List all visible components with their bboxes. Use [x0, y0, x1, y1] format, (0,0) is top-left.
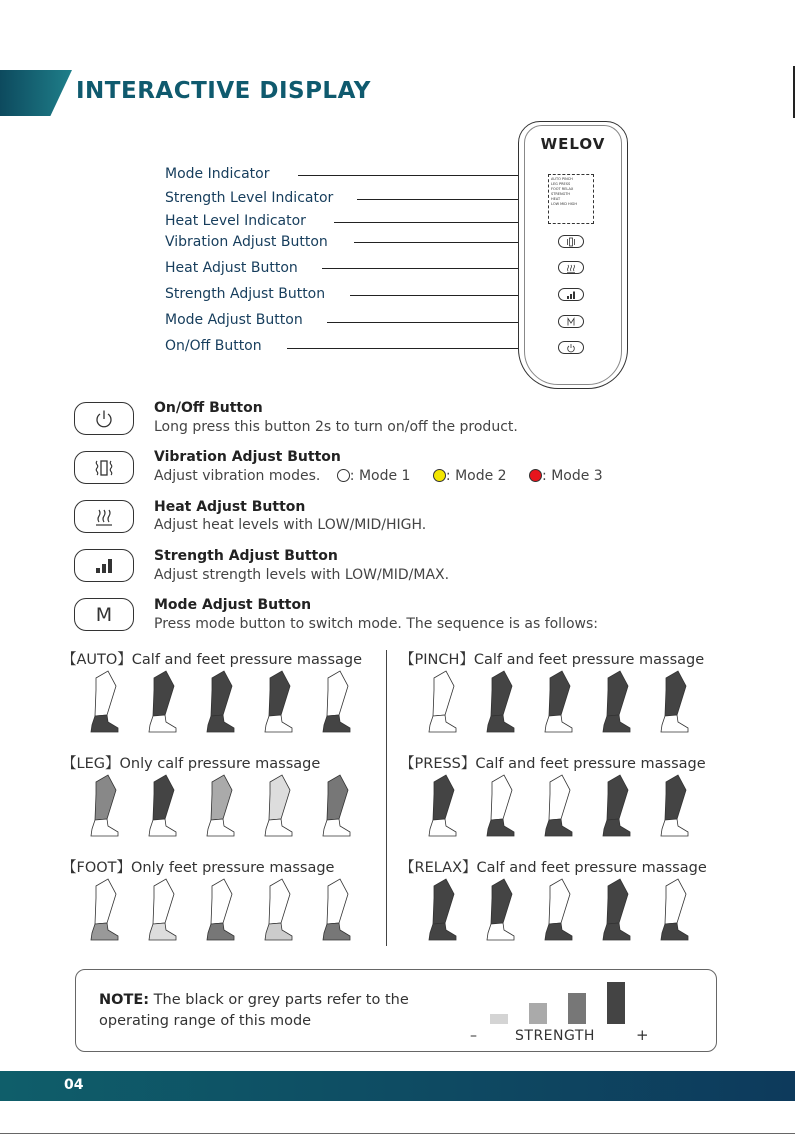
- leg-icon: [413, 878, 471, 946]
- vibration-icon: [566, 237, 576, 247]
- mode-leg-legs: [75, 774, 365, 842]
- leg-icon: [645, 670, 703, 738]
- calf-segment: [665, 671, 686, 716]
- foot-segment: [91, 819, 118, 836]
- mode-relax-legs: [413, 878, 703, 946]
- foot-segment: [603, 923, 630, 940]
- foot-segment: [545, 819, 572, 836]
- mode-auto-heading: 【AUTO】Calf and feet pressure massage: [62, 652, 363, 668]
- leg-icon: [307, 774, 365, 842]
- foot-segment: [265, 923, 292, 940]
- heat-icon: [93, 506, 115, 528]
- calf-segment: [269, 671, 290, 716]
- mode-pinch-heading: 【PINCH】Calf and feet pressure massage: [400, 652, 705, 668]
- vibration-desc: [154, 468, 603, 484]
- lcd-line: STRENGTH: [551, 192, 570, 196]
- title-accent-bar: [0, 70, 72, 116]
- foot-segment: [149, 819, 176, 836]
- callout-mode-indicator: Mode Indicator: [165, 166, 270, 182]
- calf-segment: [549, 671, 570, 716]
- heat-title: Heat Adjust Button: [154, 499, 306, 515]
- mode-leg-heading: 【LEG】Only calf pressure massage: [62, 756, 321, 772]
- calf-segment: [153, 671, 174, 716]
- bottom-rule: [0, 1133, 795, 1134]
- vibration-icon: [93, 457, 115, 479]
- calf-segment: [153, 879, 174, 924]
- leg-icon: [645, 774, 703, 842]
- leg-icon: [75, 878, 133, 946]
- leg-icon: [645, 878, 703, 946]
- leg-icon: [529, 878, 587, 946]
- leg-icon: [307, 670, 365, 738]
- calf-segment: [491, 775, 512, 820]
- leg-icon: [413, 670, 471, 738]
- mode-pinch-legs: [413, 670, 703, 738]
- lcd-display: [548, 174, 594, 224]
- leg-icon: [191, 774, 249, 842]
- strength-button-illustration: [74, 549, 134, 582]
- foot-segment: [487, 715, 514, 732]
- strength-label: STRENGTH: [515, 1028, 595, 1044]
- calf-segment: [549, 775, 570, 820]
- leg-icon: [307, 878, 365, 946]
- foot-segment: [149, 923, 176, 940]
- calf-segment: [95, 775, 116, 820]
- note-body: The black or grey parts refer to the operating range of this mode: [99, 992, 409, 1029]
- calf-segment: [491, 671, 512, 716]
- leg-icon: [133, 670, 191, 738]
- remote-heat-button[interactable]: [558, 261, 584, 274]
- foot-segment: [265, 819, 292, 836]
- foot-segment: [661, 923, 688, 940]
- strength-title: Strength Adjust Button: [154, 548, 338, 564]
- mode-press-legs: [413, 774, 703, 842]
- lcd-line: FOOT RELAX: [551, 187, 574, 191]
- strength-bars: [490, 980, 640, 1024]
- leader-line: [298, 175, 550, 176]
- strength-minus: –: [470, 1028, 477, 1044]
- note-label: NOTE:: [99, 992, 150, 1008]
- foot-segment: [323, 923, 350, 940]
- calf-segment: [607, 879, 628, 924]
- callout-vibration-adjust-button: Vibration Adjust Button: [165, 234, 328, 250]
- mode-letter: M: [95, 603, 113, 626]
- foot-segment: [323, 715, 350, 732]
- mode-title: Mode Adjust Button: [154, 597, 312, 613]
- mode-foot-legs: [75, 878, 365, 946]
- remote-vibration-button[interactable]: [558, 235, 584, 248]
- calf-segment: [153, 775, 174, 820]
- calf-segment: [211, 775, 232, 820]
- mode-foot-heading: 【FOOT】Only feet pressure massage: [62, 860, 335, 876]
- callout-heat-adjust-button: Heat Adjust Button: [165, 260, 298, 276]
- mode-desc: Press mode button to switch mode. The sequence is as follows:: [154, 616, 598, 632]
- foot-segment: [661, 715, 688, 732]
- calf-segment: [327, 879, 348, 924]
- foot-segment: [265, 715, 292, 732]
- foot-segment: [429, 923, 456, 940]
- leg-icon: [75, 670, 133, 738]
- leg-icon: [471, 878, 529, 946]
- column-divider: [386, 650, 387, 946]
- leg-icon: [75, 774, 133, 842]
- leg-icon: [587, 670, 645, 738]
- calf-segment: [269, 879, 290, 924]
- leg-icon: [471, 774, 529, 842]
- mode1-dot: [337, 469, 350, 482]
- calf-segment: [269, 775, 290, 820]
- foot-segment: [207, 819, 234, 836]
- strength-bar: [568, 993, 586, 1025]
- vibration-title: Vibration Adjust Button: [154, 449, 341, 465]
- leg-icon: [471, 670, 529, 738]
- power-icon: [93, 408, 115, 430]
- calf-segment: [433, 671, 454, 716]
- remote-power-button[interactable]: [558, 341, 584, 354]
- leg-icon: [133, 774, 191, 842]
- mode-relax-heading: 【RELAX】Calf and feet pressure massage: [400, 860, 707, 876]
- mode2-dot: [433, 469, 446, 482]
- calf-segment: [327, 671, 348, 716]
- calf-segment: [433, 775, 454, 820]
- lcd-line: AUTO PINCH: [551, 177, 573, 181]
- leg-icon: [249, 878, 307, 946]
- leg-icon: [587, 878, 645, 946]
- calf-segment: [607, 671, 628, 716]
- leg-icon: [191, 878, 249, 946]
- strength-desc: Adjust strength levels with LOW/MID/MAX.: [154, 567, 450, 583]
- remote-mode-button[interactable]: [558, 315, 584, 328]
- foot-segment: [207, 923, 234, 940]
- strength-bar: [490, 1014, 508, 1025]
- foot-segment: [661, 819, 688, 836]
- foot-segment: [429, 715, 456, 732]
- heat-button-illustration: [74, 500, 134, 533]
- leg-icon: [191, 670, 249, 738]
- foot-segment: [429, 819, 456, 836]
- foot-segment: [487, 819, 514, 836]
- calf-segment: [665, 879, 686, 924]
- foot-segment: [91, 923, 118, 940]
- calf-segment: [665, 775, 686, 820]
- foot-segment: [603, 715, 630, 732]
- brand-logo: WELOV: [540, 135, 606, 153]
- lcd-line: HEAT: [551, 197, 561, 201]
- calf-segment: [327, 775, 348, 820]
- note-text: [99, 990, 429, 1032]
- remote-strength-button[interactable]: [558, 288, 584, 301]
- foot-segment: [487, 923, 514, 940]
- mode-icon: [566, 317, 576, 327]
- callout-strength-adjust-button: Strength Adjust Button: [165, 286, 326, 302]
- callout-onoff-button: On/Off Button: [165, 338, 262, 354]
- leg-icon: [133, 878, 191, 946]
- calf-segment: [95, 879, 116, 924]
- onoff-desc: Long press this button 2s to turn on/off the product.: [154, 419, 518, 435]
- leg-icon: [249, 670, 307, 738]
- mode-button-illustration: [74, 598, 134, 631]
- foot-segment: [323, 819, 350, 836]
- strength-bar: [529, 1003, 547, 1024]
- calf-segment: [95, 671, 116, 716]
- callout-heat-level-indicator: Heat Level Indicator: [165, 213, 306, 229]
- footer-bar: [0, 1071, 795, 1101]
- strength-bar: [607, 982, 625, 1024]
- heat-desc: Adjust heat levels with LOW/MID/HIGH.: [154, 517, 427, 533]
- strength-plus: +: [636, 1026, 649, 1044]
- mode2-label: : Mode 2: [445, 468, 507, 484]
- strength-icon: [566, 290, 576, 300]
- leg-icon: [529, 774, 587, 842]
- foot-segment: [545, 715, 572, 732]
- leg-icon: [587, 774, 645, 842]
- foot-segment: [91, 715, 118, 732]
- heat-icon: [566, 263, 576, 273]
- leg-icon: [249, 774, 307, 842]
- calf-segment: [491, 879, 512, 924]
- leg-icon: [413, 774, 471, 842]
- foot-segment: [149, 715, 176, 732]
- mode-auto-legs: [75, 670, 365, 738]
- calf-segment: [607, 775, 628, 820]
- vibration-button-illustration: [74, 451, 134, 484]
- power-icon: [566, 343, 576, 353]
- page-number: 04: [64, 1077, 84, 1093]
- leg-icon: [529, 670, 587, 738]
- calf-segment: [549, 879, 570, 924]
- onoff-title: On/Off Button: [154, 400, 263, 416]
- calf-segment: [433, 879, 454, 924]
- onoff-button-illustration: [74, 402, 134, 435]
- mode1-label: : Mode 1: [349, 468, 411, 484]
- lcd-line: LOW MID HIGH: [551, 202, 578, 206]
- mode3-label: : Mode 3: [542, 468, 603, 484]
- lcd-line: LEG PRESS: [551, 182, 571, 186]
- mode-press-heading: 【PRESS】Calf and feet pressure massage: [400, 756, 706, 772]
- mode3-dot: [529, 469, 542, 482]
- page-title: INTERACTIVE DISPLAY: [76, 78, 371, 104]
- callout-strength-level-indicator: Strength Level Indicator: [165, 190, 334, 206]
- callout-mode-adjust-button: Mode Adjust Button: [165, 312, 303, 328]
- foot-segment: [603, 819, 630, 836]
- strength-icon: [93, 555, 115, 577]
- foot-segment: [545, 923, 572, 940]
- calf-segment: [211, 879, 232, 924]
- foot-segment: [207, 715, 234, 732]
- vibration-desc-text: Adjust vibration modes.: [154, 468, 321, 484]
- calf-segment: [211, 671, 232, 716]
